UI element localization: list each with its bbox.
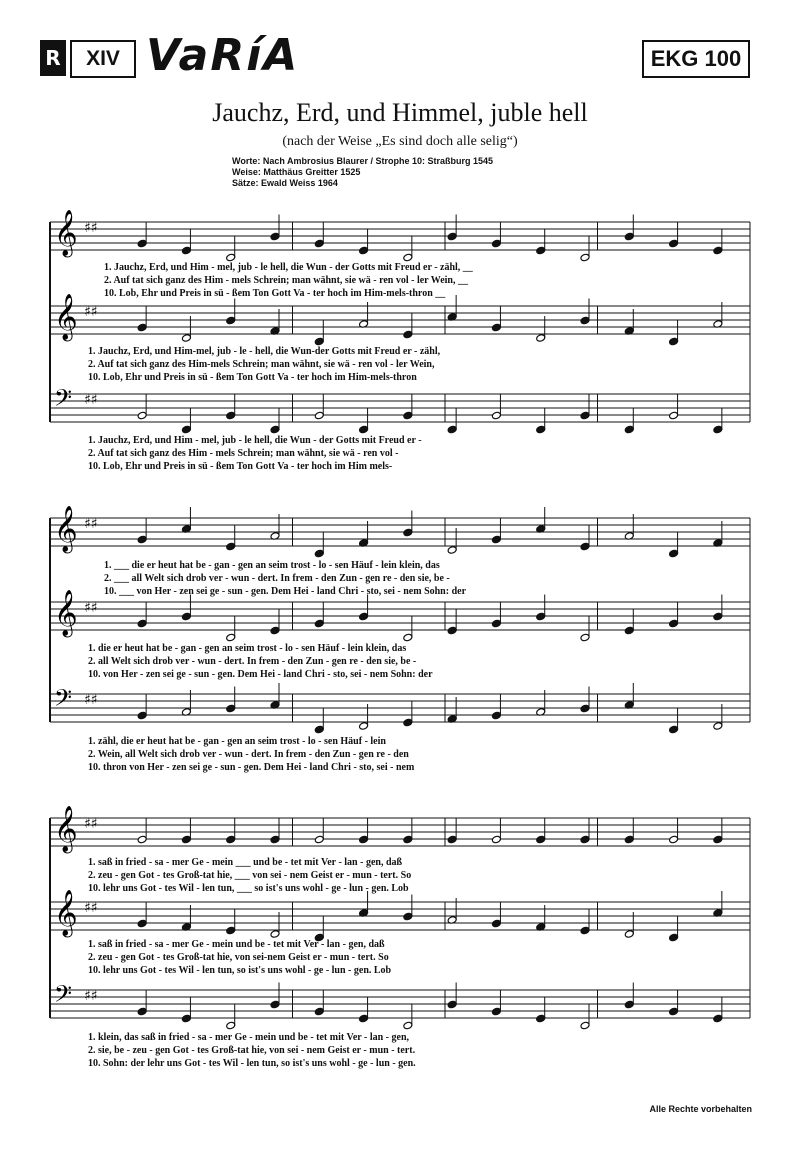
bass-clef: 𝄢 bbox=[54, 980, 73, 1013]
lyric-line: 1. Jauchz, Erd, und Him-mel, jub - le - hell, die Wun-der Gotts mit Freud er - zähl, bbox=[88, 346, 441, 357]
lyric-line: 2. zeu - gen Got - tes Groß-tat hie, ___ von sei - nem Geist er - mun - tert. So bbox=[88, 870, 412, 881]
lyric-line: 2. Auf tat sich ganz des Him-mels Schrein; man wähnt, sie wä - ren vol - ler Wein, bbox=[88, 359, 435, 370]
note-head bbox=[270, 835, 280, 844]
note-head bbox=[580, 704, 590, 713]
key-signature: ♯♯ bbox=[84, 392, 98, 408]
note-head bbox=[359, 612, 369, 621]
lyric-line: 1. ___ die er heut hat be - gan - gen an seim trost - lo - sen Häuf - lein klein, das bbox=[104, 560, 440, 571]
note-head bbox=[226, 835, 236, 844]
note-head bbox=[447, 425, 457, 434]
treble-clef: 𝄞 bbox=[54, 806, 78, 852]
note-head bbox=[669, 725, 679, 734]
note-head bbox=[713, 1014, 723, 1023]
note-head bbox=[226, 542, 236, 551]
note-head bbox=[270, 1000, 280, 1009]
note-head bbox=[403, 253, 413, 262]
note-head bbox=[403, 1021, 413, 1030]
hymn-number-badge: EKG 100 bbox=[642, 40, 750, 78]
note-head bbox=[226, 1021, 236, 1030]
category-title: VaRíA bbox=[146, 30, 300, 81]
note-head bbox=[491, 535, 501, 544]
lyric-line: 10. Lob, Ehr und Preis in sü - ßem Ton Gott Va - ter hoch im Him-mels-thron bbox=[88, 372, 417, 383]
note-head bbox=[137, 711, 147, 720]
note-head bbox=[447, 626, 457, 635]
note-head bbox=[491, 619, 501, 628]
lyric-line: 1. Jauchz, Erd, und Him - mel, jub - le hell, die Wun - der Gotts mit Freud er - bbox=[88, 435, 422, 446]
lyric-line: 10. Sohn: der lehr uns Got - tes Wil - len tun, so ist's uns wohl - ge - lun - gen. bbox=[88, 1058, 416, 1069]
treble-clef: 𝄞 bbox=[54, 210, 78, 256]
note-head bbox=[669, 1007, 679, 1016]
note-head bbox=[491, 711, 501, 720]
note-head bbox=[359, 835, 369, 844]
lyric-line: 10. ___ von Her - zen sei ge - sun - gen. Dem Hei - land Chri - sto, sei - nem Sohn: der bbox=[104, 586, 467, 597]
note-head bbox=[669, 835, 679, 844]
key-signature: ♯♯ bbox=[84, 304, 98, 320]
key-signature: ♯♯ bbox=[84, 692, 98, 708]
note-head bbox=[226, 704, 236, 713]
lyric-line: 10. lehr uns Got - tes Wil - len tun, so ist's uns wohl - ge - lun - gen. Lob bbox=[88, 965, 392, 976]
note-head bbox=[713, 612, 723, 621]
note-head bbox=[314, 549, 324, 558]
key-signature: ♯♯ bbox=[84, 988, 98, 1004]
note-head bbox=[624, 425, 634, 434]
note-head bbox=[536, 334, 546, 343]
note-head bbox=[491, 323, 501, 332]
lyric-line: 1. zähl, die er heut hat be - gan - gen an seim trost - lo - sen Häuf - lein bbox=[88, 736, 386, 747]
note-head bbox=[137, 919, 147, 928]
note-head bbox=[669, 239, 679, 248]
note-head bbox=[580, 253, 590, 262]
lyric-line: 2. Auf tat sich ganz des Him - mels Schrein; man wähnt, sie wä - ren vol - ler Wein, __ bbox=[104, 275, 468, 286]
note-head bbox=[624, 1000, 634, 1009]
note-head bbox=[314, 239, 324, 248]
note-head bbox=[491, 835, 501, 844]
note-head bbox=[669, 337, 679, 346]
note-head bbox=[226, 926, 236, 935]
key-signature: ♯♯ bbox=[84, 516, 98, 532]
note-head bbox=[580, 926, 590, 935]
note-head bbox=[137, 1007, 147, 1016]
lyric-line: 10. thron von Her - zen sei ge - sun - gen. Dem Hei - land Chri - sto, sei - nem bbox=[88, 762, 415, 773]
note-head bbox=[314, 835, 324, 844]
note-head bbox=[226, 316, 236, 325]
lyric-line: 10. von Her - zen sei ge - sun - gen. Dem Hei - land Chri - sto, sei - nem Sohn: der bbox=[88, 669, 433, 680]
section-number: XIV bbox=[70, 40, 136, 78]
note-head bbox=[536, 612, 546, 621]
treble-clef: 𝄞 bbox=[54, 590, 78, 636]
note-head bbox=[624, 232, 634, 241]
note-head bbox=[137, 323, 147, 332]
lyric-line: 1. saß in fried - sa - mer Ge - mein und be - tet mit Ver - lan - gen, daß bbox=[88, 939, 385, 950]
note-head bbox=[580, 1021, 590, 1030]
lyric-line: 10. Lob, Ehr und Preis in sü - ßem Ton Gott Va - ter hoch im Him-mels-thron __ bbox=[104, 288, 446, 299]
note-head bbox=[713, 246, 723, 255]
note-head bbox=[314, 619, 324, 628]
note-head bbox=[536, 425, 546, 434]
treble-clef: 𝄞 bbox=[54, 506, 78, 552]
note-head bbox=[624, 930, 634, 939]
lyric-line: 2. sie, be - zeu - gen Got - tes Groß-tat hie, von sei - nem Geist er - mun - tert. bbox=[88, 1045, 416, 1056]
note-head bbox=[580, 411, 590, 420]
note-head bbox=[447, 835, 457, 844]
publisher-logo: R bbox=[40, 40, 66, 76]
key-signature: ♯♯ bbox=[84, 220, 98, 236]
note-head bbox=[447, 546, 457, 555]
lyric-line: 2. Wein, all Welt sich drob ver - wun - dert. In frem - den Zun - gen re - den bbox=[88, 749, 409, 760]
note-head bbox=[669, 549, 679, 558]
note-head bbox=[314, 725, 324, 734]
lyric-line: 2. all Welt sich drob ver - wun - dert. In frem - den Zun - gen re - den sie, be - bbox=[88, 656, 417, 667]
key-signature: ♯♯ bbox=[84, 900, 98, 916]
note-head bbox=[137, 619, 147, 628]
lyric-line: 2. Auf tat sich ganz des Him - mels Schrein; man wähnt, sie wä - ren vol - bbox=[88, 448, 399, 459]
bass-clef: 𝄢 bbox=[54, 384, 73, 417]
note-head bbox=[669, 619, 679, 628]
note-head bbox=[181, 835, 191, 844]
note-head bbox=[403, 330, 413, 339]
note-head bbox=[137, 411, 147, 420]
note-head bbox=[491, 1007, 501, 1016]
lyric-line: 1. saß in fried - sa - mer Ge - mein ___ und be - tet mit Ver - lan - gen, daß bbox=[88, 857, 403, 868]
note-head bbox=[270, 232, 280, 241]
lyric-line: 1. die er heut hat be - gan - gen an seim trost - lo - sen Häuf - lein klein, das bbox=[88, 643, 407, 654]
treble-clef: 𝄞 bbox=[54, 890, 78, 936]
treble-clef: 𝄞 bbox=[54, 294, 78, 340]
note-head bbox=[580, 633, 590, 642]
note-head bbox=[403, 718, 413, 727]
lyric-line: 1. Jauchz, Erd, und Him - mel, jub - le hell, die Wun - der Gotts mit Freud er - zähl, __ bbox=[104, 262, 473, 273]
note-head bbox=[137, 535, 147, 544]
note-head bbox=[181, 246, 191, 255]
key-signature: ♯♯ bbox=[84, 816, 98, 832]
hymn-subtitle: (nach der Weise „Es sind doch alle selig“) bbox=[282, 134, 518, 149]
lyric-line: 2. ___ all Welt sich drob ver - wun - dert. In frem - den Zun - gen re - den sie, be - bbox=[104, 573, 450, 584]
note-head bbox=[314, 411, 324, 420]
lyric-line: 10. Lob, Ehr und Preis in sü - ßem Ton Gott Va - ter hoch im Him mels- bbox=[88, 461, 393, 472]
note-head bbox=[580, 316, 590, 325]
note-head bbox=[181, 425, 191, 434]
note-head bbox=[624, 626, 634, 635]
note-head bbox=[226, 633, 236, 642]
note-head bbox=[137, 835, 147, 844]
credit-tune: Weise: Matthäus Greitter 1525 bbox=[232, 167, 361, 177]
credit-settings: Sätze: Ewald Weiss 1964 bbox=[232, 178, 338, 188]
lyric-line: 2. zeu - gen Got - tes Groß-tat hie, von sei-nem Geist er - mun - tert. So bbox=[88, 952, 389, 963]
credit-words: Worte: Nach Ambrosius Blaurer / Strophe 10: Straßburg 1545 bbox=[232, 156, 494, 166]
note-head bbox=[270, 626, 280, 635]
note-head bbox=[536, 1014, 546, 1023]
note-head bbox=[181, 612, 191, 621]
note-head bbox=[580, 542, 590, 551]
note-head bbox=[314, 1007, 324, 1016]
copyright-notice: Alle Rechte vorbehalten bbox=[649, 1104, 752, 1114]
note-head bbox=[226, 253, 236, 262]
note-head bbox=[226, 411, 236, 420]
note-head bbox=[624, 835, 634, 844]
note-head bbox=[491, 239, 501, 248]
note-head bbox=[536, 246, 546, 255]
note-head bbox=[447, 232, 457, 241]
note-head bbox=[359, 246, 369, 255]
note-head bbox=[713, 722, 723, 731]
note-head bbox=[491, 919, 501, 928]
lyric-line: 1. klein, das saß in fried - sa - mer Ge - mein und be - tet mit Ver - lan - gen, bbox=[88, 1032, 410, 1043]
note-head bbox=[669, 933, 679, 942]
note-head bbox=[359, 1014, 369, 1023]
note-head bbox=[403, 633, 413, 642]
note-head bbox=[181, 334, 191, 343]
note-head bbox=[713, 835, 723, 844]
note-head bbox=[713, 425, 723, 434]
note-head bbox=[403, 912, 413, 921]
note-head bbox=[669, 411, 679, 420]
note-head bbox=[137, 239, 147, 248]
note-head bbox=[536, 835, 546, 844]
note-head bbox=[359, 722, 369, 731]
note-head bbox=[403, 835, 413, 844]
note-head bbox=[359, 425, 369, 434]
note-head bbox=[491, 411, 501, 420]
note-head bbox=[270, 930, 280, 939]
note-head bbox=[447, 1000, 457, 1009]
key-signature: ♯♯ bbox=[84, 600, 98, 616]
note-head bbox=[314, 337, 324, 346]
note-head bbox=[270, 425, 280, 434]
hymn-title: Jauchz, Erd, und Himmel, juble hell bbox=[212, 98, 588, 127]
lyric-line: 10. lehr uns Got - tes Wil - len tun, ___ so ist's uns wohl - ge - lun - gen. Lob bbox=[88, 883, 409, 894]
note-head bbox=[181, 1014, 191, 1023]
note-head bbox=[403, 411, 413, 420]
bass-clef: 𝄢 bbox=[54, 684, 73, 717]
note-head bbox=[403, 528, 413, 537]
note-head bbox=[580, 835, 590, 844]
